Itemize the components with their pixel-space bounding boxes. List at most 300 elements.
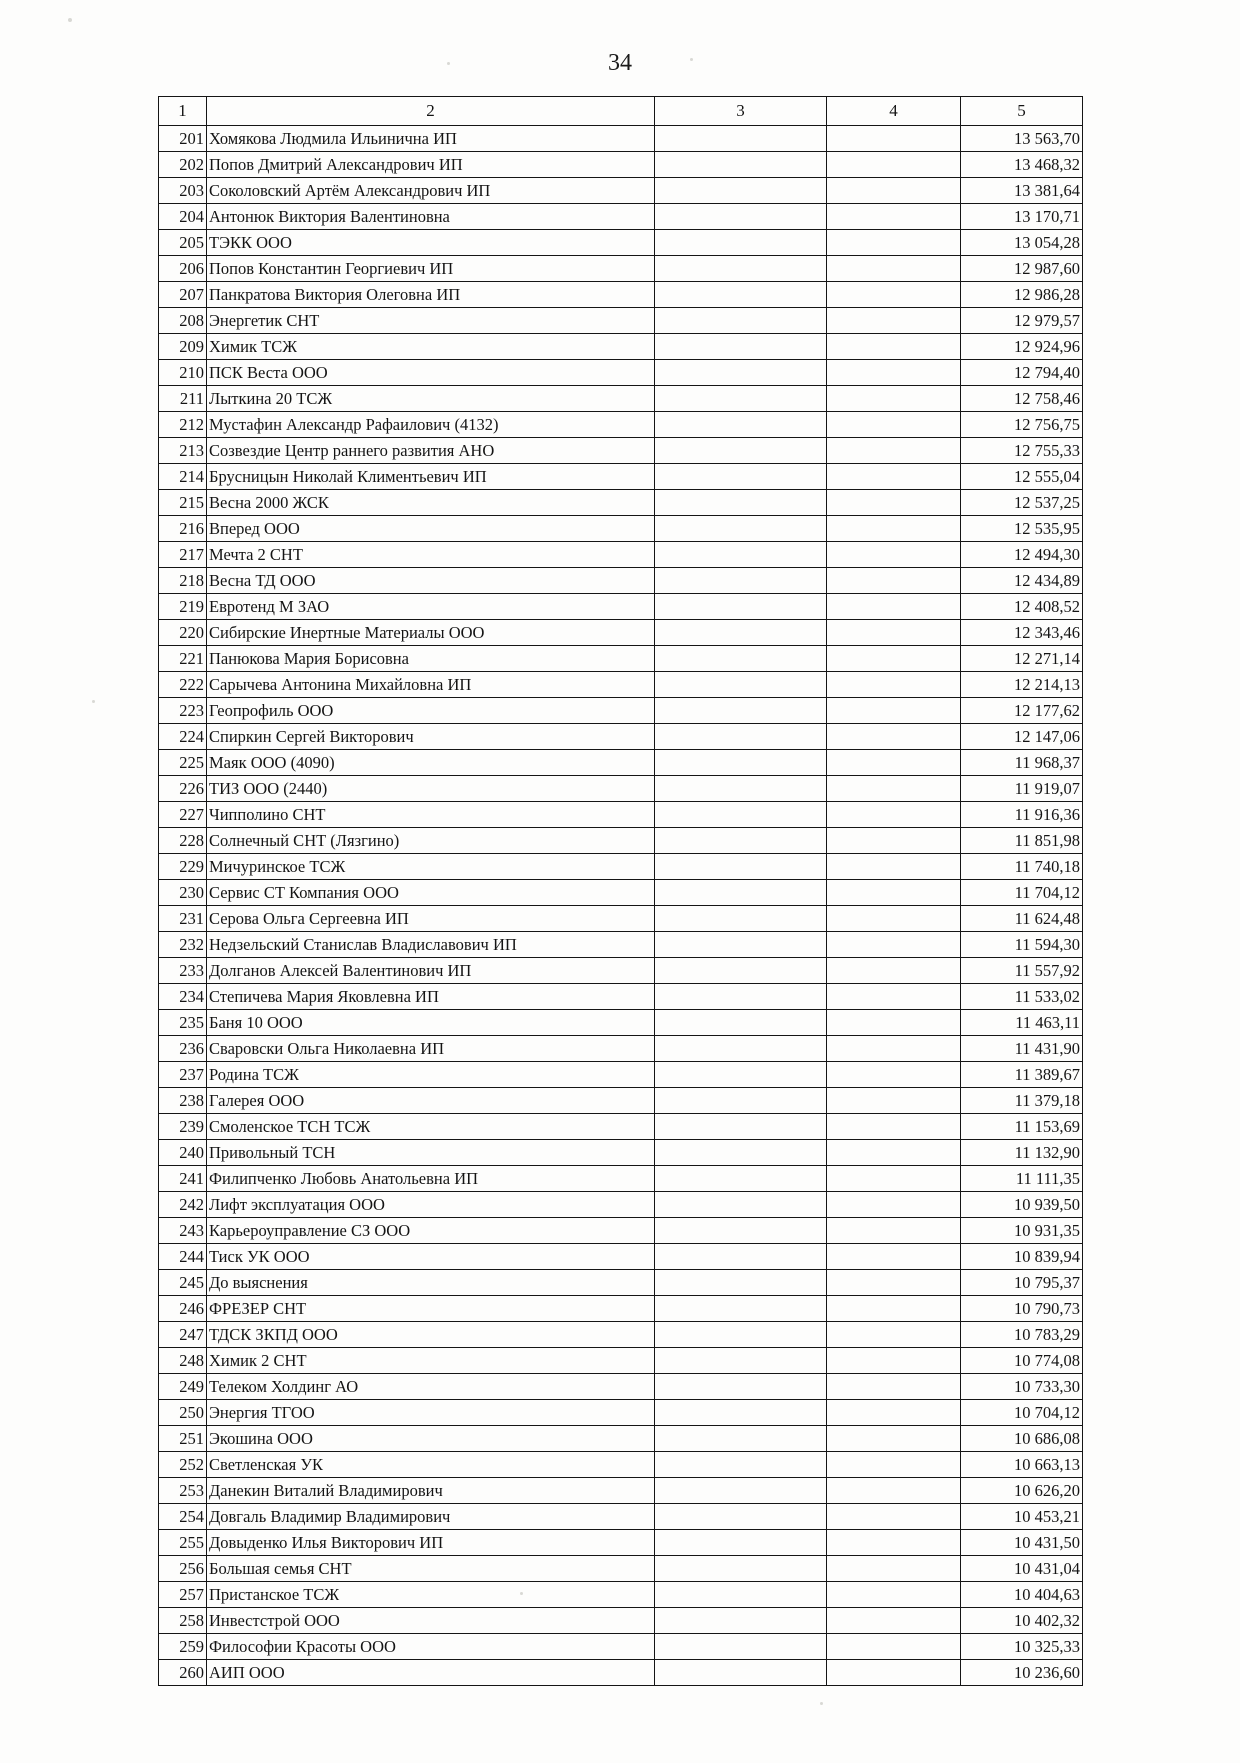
row-col3-cell [655,932,827,958]
row-name-cell: Весна ТД ООО [207,568,655,594]
row-amount-cell: 10 839,94 [961,1244,1083,1270]
table-row [159,256,1083,282]
row-index-cell: 227 [159,802,207,828]
row-index-cell: 255 [159,1530,207,1556]
row-index-cell: 250 [159,1400,207,1426]
row-index-cell: 254 [159,1504,207,1530]
row-col4-cell [827,490,961,516]
row-index-cell: 245 [159,1270,207,1296]
page-number: 34 [608,50,632,76]
row-index-cell: 239 [159,1114,207,1140]
row-name-cell: Тиск УК ООО [207,1244,655,1270]
row-col3-cell [655,360,827,386]
row-col4-cell [827,1140,961,1166]
row-col4-cell [827,1530,961,1556]
row-col3-cell [655,490,827,516]
row-index-cell: 237 [159,1062,207,1088]
row-index-cell: 242 [159,1192,207,1218]
row-col3-cell [655,334,827,360]
table-row [159,152,1083,178]
row-amount-cell: 12 979,57 [961,308,1083,334]
row-col3-cell [655,1192,827,1218]
row-amount-cell: 12 924,96 [961,334,1083,360]
row-col4-cell [827,412,961,438]
registry-table-container [158,96,1082,1686]
row-name-cell: Вперед ООО [207,516,655,542]
table-row [159,334,1083,360]
row-name-cell: Инвестстрой ООО [207,1608,655,1634]
row-col4-cell [827,1192,961,1218]
table-header-row [159,97,1083,126]
table-row [159,204,1083,230]
row-index-cell: 228 [159,828,207,854]
row-index-cell: 257 [159,1582,207,1608]
table-row [159,750,1083,776]
row-name-cell: Чипполино СНТ [207,802,655,828]
row-amount-cell: 13 054,28 [961,230,1083,256]
row-col4-cell [827,360,961,386]
row-name-cell: Попов Дмитрий Александрович ИП [207,152,655,178]
row-index-cell: 220 [159,620,207,646]
row-name-cell: Спиркин Сергей Викторович [207,724,655,750]
row-col3-cell [655,698,827,724]
table-row [159,802,1083,828]
table-row [159,1400,1083,1426]
table-row [159,308,1083,334]
row-amount-cell: 10 790,73 [961,1296,1083,1322]
table-row [159,958,1083,984]
row-amount-cell: 12 537,25 [961,490,1083,516]
row-amount-cell: 11 624,48 [961,906,1083,932]
row-index-cell: 229 [159,854,207,880]
row-name-cell: Философии Красоты ООО [207,1634,655,1660]
row-index-cell: 223 [159,698,207,724]
row-index-cell: 258 [159,1608,207,1634]
table-row [159,1504,1083,1530]
table-row [159,854,1083,880]
row-col3-cell [655,1062,827,1088]
row-col3-cell [655,1036,827,1062]
column-header-4: 4 [827,97,961,126]
row-name-cell: Солнечный СНТ (Лязгино) [207,828,655,854]
row-amount-cell: 13 563,70 [961,126,1083,152]
row-index-cell: 231 [159,906,207,932]
row-amount-cell: 10 774,08 [961,1348,1083,1374]
row-name-cell: Геопрофиль ООО [207,698,655,724]
row-amount-cell: 12 434,89 [961,568,1083,594]
row-name-cell: Привольный ТСН [207,1140,655,1166]
row-col4-cell [827,1556,961,1582]
row-col4-cell [827,906,961,932]
row-amount-cell: 12 408,52 [961,594,1083,620]
row-col4-cell [827,568,961,594]
row-name-cell: ТДСК ЗКПД ООО [207,1322,655,1348]
row-col4-cell [827,204,961,230]
row-index-cell: 256 [159,1556,207,1582]
table-row [159,880,1083,906]
row-col3-cell [655,1218,827,1244]
row-amount-cell: 11 919,07 [961,776,1083,802]
row-name-cell: Энергетик СНТ [207,308,655,334]
row-index-cell: 253 [159,1478,207,1504]
row-name-cell: Мечта 2 СНТ [207,542,655,568]
row-amount-cell: 12 214,13 [961,672,1083,698]
row-index-cell: 226 [159,776,207,802]
row-col3-cell [655,516,827,542]
row-col4-cell [827,620,961,646]
row-amount-cell: 12 535,95 [961,516,1083,542]
table-row [159,1192,1083,1218]
row-col3-cell [655,724,827,750]
table-row [159,906,1083,932]
row-col4-cell [827,1270,961,1296]
row-col3-cell [655,204,827,230]
row-col4-cell [827,1166,961,1192]
table-row [159,490,1083,516]
row-index-cell: 225 [159,750,207,776]
row-col4-cell [827,646,961,672]
row-name-cell: Данекин Виталий Владимирович [207,1478,655,1504]
row-name-cell: Химик ТСЖ [207,334,655,360]
row-col4-cell [827,1036,961,1062]
row-col4-cell [827,1218,961,1244]
row-col4-cell [827,1660,961,1686]
row-name-cell: Карьероуправление СЗ ООО [207,1218,655,1244]
row-index-cell: 252 [159,1452,207,1478]
row-index-cell: 209 [159,334,207,360]
row-index-cell: 210 [159,360,207,386]
row-name-cell: ФРЕЗЕР СНТ [207,1296,655,1322]
table-row [159,516,1083,542]
table-row [159,126,1083,152]
row-col3-cell [655,282,827,308]
row-col3-cell [655,958,827,984]
row-col4-cell [827,256,961,282]
row-name-cell: Серова Ольга Сергеевна ИП [207,906,655,932]
row-index-cell: 215 [159,490,207,516]
row-name-cell: Сервис СТ Компания ООО [207,880,655,906]
row-name-cell: Пристанское ТСЖ [207,1582,655,1608]
row-index-cell: 214 [159,464,207,490]
column-header-3: 3 [655,97,827,126]
table-row [159,1010,1083,1036]
row-index-cell: 217 [159,542,207,568]
row-col4-cell [827,126,961,152]
row-index-cell: 232 [159,932,207,958]
row-amount-cell: 12 555,04 [961,464,1083,490]
row-name-cell: Мичуринское ТСЖ [207,854,655,880]
row-col3-cell [655,1114,827,1140]
table-row [159,1426,1083,1452]
table-row [159,1140,1083,1166]
row-name-cell: Телеком Холдинг АО [207,1374,655,1400]
row-index-cell: 236 [159,1036,207,1062]
row-index-cell: 208 [159,308,207,334]
row-col3-cell [655,1140,827,1166]
row-name-cell: Брусницын Николай Климентьевич ИП [207,464,655,490]
table-row [159,1478,1083,1504]
row-amount-cell: 13 170,71 [961,204,1083,230]
row-col4-cell [827,516,961,542]
row-name-cell: Светленская УК [207,1452,655,1478]
row-col3-cell [655,646,827,672]
row-index-cell: 221 [159,646,207,672]
row-col4-cell [827,1322,961,1348]
row-index-cell: 218 [159,568,207,594]
row-col3-cell [655,1166,827,1192]
row-amount-cell: 12 147,06 [961,724,1083,750]
row-amount-cell: 13 381,64 [961,178,1083,204]
row-col3-cell [655,438,827,464]
row-name-cell: Энергия ТГОО [207,1400,655,1426]
row-name-cell: ПСК Веста ООО [207,360,655,386]
row-index-cell: 249 [159,1374,207,1400]
row-col4-cell [827,672,961,698]
row-amount-cell: 10 626,20 [961,1478,1083,1504]
row-col4-cell [827,1348,961,1374]
row-index-cell: 251 [159,1426,207,1452]
row-col4-cell [827,1608,961,1634]
row-name-cell: Химик 2 СНТ [207,1348,655,1374]
table-row [159,594,1083,620]
row-col4-cell [827,178,961,204]
row-col4-cell [827,1374,961,1400]
row-index-cell: 243 [159,1218,207,1244]
row-col3-cell [655,802,827,828]
row-col4-cell [827,1088,961,1114]
table-row [159,438,1083,464]
row-col3-cell [655,984,827,1010]
row-amount-cell: 12 987,60 [961,256,1083,282]
row-amount-cell: 12 755,33 [961,438,1083,464]
row-col4-cell [827,386,961,412]
row-name-cell: Родина ТСЖ [207,1062,655,1088]
registry-table [158,96,1083,1686]
table-row [159,1374,1083,1400]
table-row [159,568,1083,594]
table-row [159,828,1083,854]
row-col3-cell [655,568,827,594]
row-col3-cell [655,542,827,568]
row-col3-cell [655,1270,827,1296]
row-index-cell: 202 [159,152,207,178]
table-row [159,1608,1083,1634]
row-name-cell: Сибирские Инертные Материалы ООО [207,620,655,646]
row-col3-cell [655,464,827,490]
table-row [159,1660,1083,1686]
row-col3-cell [655,1452,827,1478]
row-col3-cell [655,1088,827,1114]
table-row [159,1452,1083,1478]
row-amount-cell: 10 704,12 [961,1400,1083,1426]
row-name-cell: Довыденко Илья Викторович ИП [207,1530,655,1556]
table-row [159,724,1083,750]
row-name-cell: Панкратова Виктория Олеговна ИП [207,282,655,308]
table-row [159,1296,1083,1322]
row-index-cell: 222 [159,672,207,698]
row-col3-cell [655,1400,827,1426]
row-col3-cell [655,230,827,256]
row-amount-cell: 10 939,50 [961,1192,1083,1218]
table-row [159,178,1083,204]
row-name-cell: Весна 2000 ЖСК [207,490,655,516]
row-col4-cell [827,802,961,828]
row-amount-cell: 12 758,46 [961,386,1083,412]
row-name-cell: Баня 10 ООО [207,1010,655,1036]
row-index-cell: 212 [159,412,207,438]
column-header-1: 1 [159,97,207,126]
row-amount-cell: 10 453,21 [961,1504,1083,1530]
row-amount-cell: 10 783,29 [961,1322,1083,1348]
row-name-cell: Попов Константин Георгиевич ИП [207,256,655,282]
row-amount-cell: 11 379,18 [961,1088,1083,1114]
row-name-cell: Смоленское ТСН ТСЖ [207,1114,655,1140]
table-row [159,1166,1083,1192]
row-index-cell: 206 [159,256,207,282]
row-col3-cell [655,1322,827,1348]
row-col3-cell [655,906,827,932]
row-amount-cell: 11 533,02 [961,984,1083,1010]
row-col4-cell [827,1244,961,1270]
row-name-cell: Большая семья СНТ [207,1556,655,1582]
row-amount-cell: 10 431,04 [961,1556,1083,1582]
row-col4-cell [827,1504,961,1530]
row-amount-cell: 11 463,11 [961,1010,1083,1036]
row-name-cell: Маяк ООО (4090) [207,750,655,776]
row-amount-cell: 12 271,14 [961,646,1083,672]
row-index-cell: 204 [159,204,207,230]
row-col4-cell [827,854,961,880]
row-col4-cell [827,230,961,256]
row-index-cell: 207 [159,282,207,308]
row-col4-cell [827,698,961,724]
row-index-cell: 240 [159,1140,207,1166]
table-row [159,1218,1083,1244]
table-row [159,1088,1083,1114]
row-amount-cell: 12 756,75 [961,412,1083,438]
row-col3-cell [655,1660,827,1686]
row-col4-cell [827,1114,961,1140]
row-col3-cell [655,412,827,438]
row-index-cell: 244 [159,1244,207,1270]
row-amount-cell: 11 704,12 [961,880,1083,906]
row-col4-cell [827,932,961,958]
row-index-cell: 211 [159,386,207,412]
row-index-cell: 260 [159,1660,207,1686]
row-amount-cell: 12 494,30 [961,542,1083,568]
row-amount-cell: 10 325,33 [961,1634,1083,1660]
row-name-cell: Довгаль Владимир Владимирович [207,1504,655,1530]
row-amount-cell: 11 851,98 [961,828,1083,854]
row-col3-cell [655,750,827,776]
table-row [159,1036,1083,1062]
row-col4-cell [827,308,961,334]
row-col3-cell [655,1634,827,1660]
row-col4-cell [827,750,961,776]
table-row [159,698,1083,724]
row-col4-cell [827,1582,961,1608]
row-name-cell: ТЭКК ООО [207,230,655,256]
row-col3-cell [655,152,827,178]
table-row [159,1062,1083,1088]
table-row [159,542,1083,568]
row-index-cell: 247 [159,1322,207,1348]
row-index-cell: 233 [159,958,207,984]
row-name-cell: Соколовский Артём Александрович ИП [207,178,655,204]
row-amount-cell: 11 111,35 [961,1166,1083,1192]
row-index-cell: 248 [159,1348,207,1374]
row-col4-cell [827,438,961,464]
table-row [159,360,1083,386]
table-row [159,412,1083,438]
row-col4-cell [827,1010,961,1036]
row-col3-cell [655,1530,827,1556]
row-col3-cell [655,1426,827,1452]
row-amount-cell: 11 916,36 [961,802,1083,828]
row-amount-cell: 10 686,08 [961,1426,1083,1452]
row-index-cell: 234 [159,984,207,1010]
row-index-cell: 259 [159,1634,207,1660]
row-index-cell: 224 [159,724,207,750]
row-col4-cell [827,542,961,568]
row-name-cell: Экошина ООО [207,1426,655,1452]
row-col4-cell [827,828,961,854]
table-row [159,1530,1083,1556]
row-name-cell: ТИЗ ООО (2440) [207,776,655,802]
table-row [159,672,1083,698]
row-col3-cell [655,1010,827,1036]
row-name-cell: Созвездие Центр раннего развития АНО [207,438,655,464]
row-name-cell: Мустафин Александр Рафаилович (4132) [207,412,655,438]
row-col3-cell [655,620,827,646]
row-col4-cell [827,724,961,750]
row-amount-cell: 10 404,63 [961,1582,1083,1608]
row-index-cell: 201 [159,126,207,152]
row-index-cell: 205 [159,230,207,256]
table-row [159,646,1083,672]
row-name-cell: Долганов Алексей Валентинович ИП [207,958,655,984]
row-col4-cell [827,334,961,360]
table-row [159,620,1083,646]
row-col4-cell [827,464,961,490]
table-row [159,230,1083,256]
table-row [159,464,1083,490]
row-name-cell: Филипченко Любовь Анатольевна ИП [207,1166,655,1192]
row-amount-cell: 10 402,32 [961,1608,1083,1634]
row-col4-cell [827,1296,961,1322]
table-row [159,1322,1083,1348]
row-index-cell: 235 [159,1010,207,1036]
table-row [159,1114,1083,1140]
row-col4-cell [827,776,961,802]
row-name-cell: Хомякова Людмила Ильинична ИП [207,126,655,152]
row-amount-cell: 10 733,30 [961,1374,1083,1400]
row-col4-cell [827,1452,961,1478]
row-amount-cell: 12 794,40 [961,360,1083,386]
row-col4-cell [827,152,961,178]
row-amount-cell: 10 431,50 [961,1530,1083,1556]
row-col3-cell [655,1478,827,1504]
row-amount-cell: 11 431,90 [961,1036,1083,1062]
row-name-cell: Галерея ООО [207,1088,655,1114]
row-amount-cell: 11 968,37 [961,750,1083,776]
row-name-cell: Степичева Мария Яковлевна ИП [207,984,655,1010]
row-name-cell: АИП ООО [207,1660,655,1686]
row-col3-cell [655,1244,827,1270]
row-col3-cell [655,672,827,698]
row-col3-cell [655,386,827,412]
row-col3-cell [655,854,827,880]
